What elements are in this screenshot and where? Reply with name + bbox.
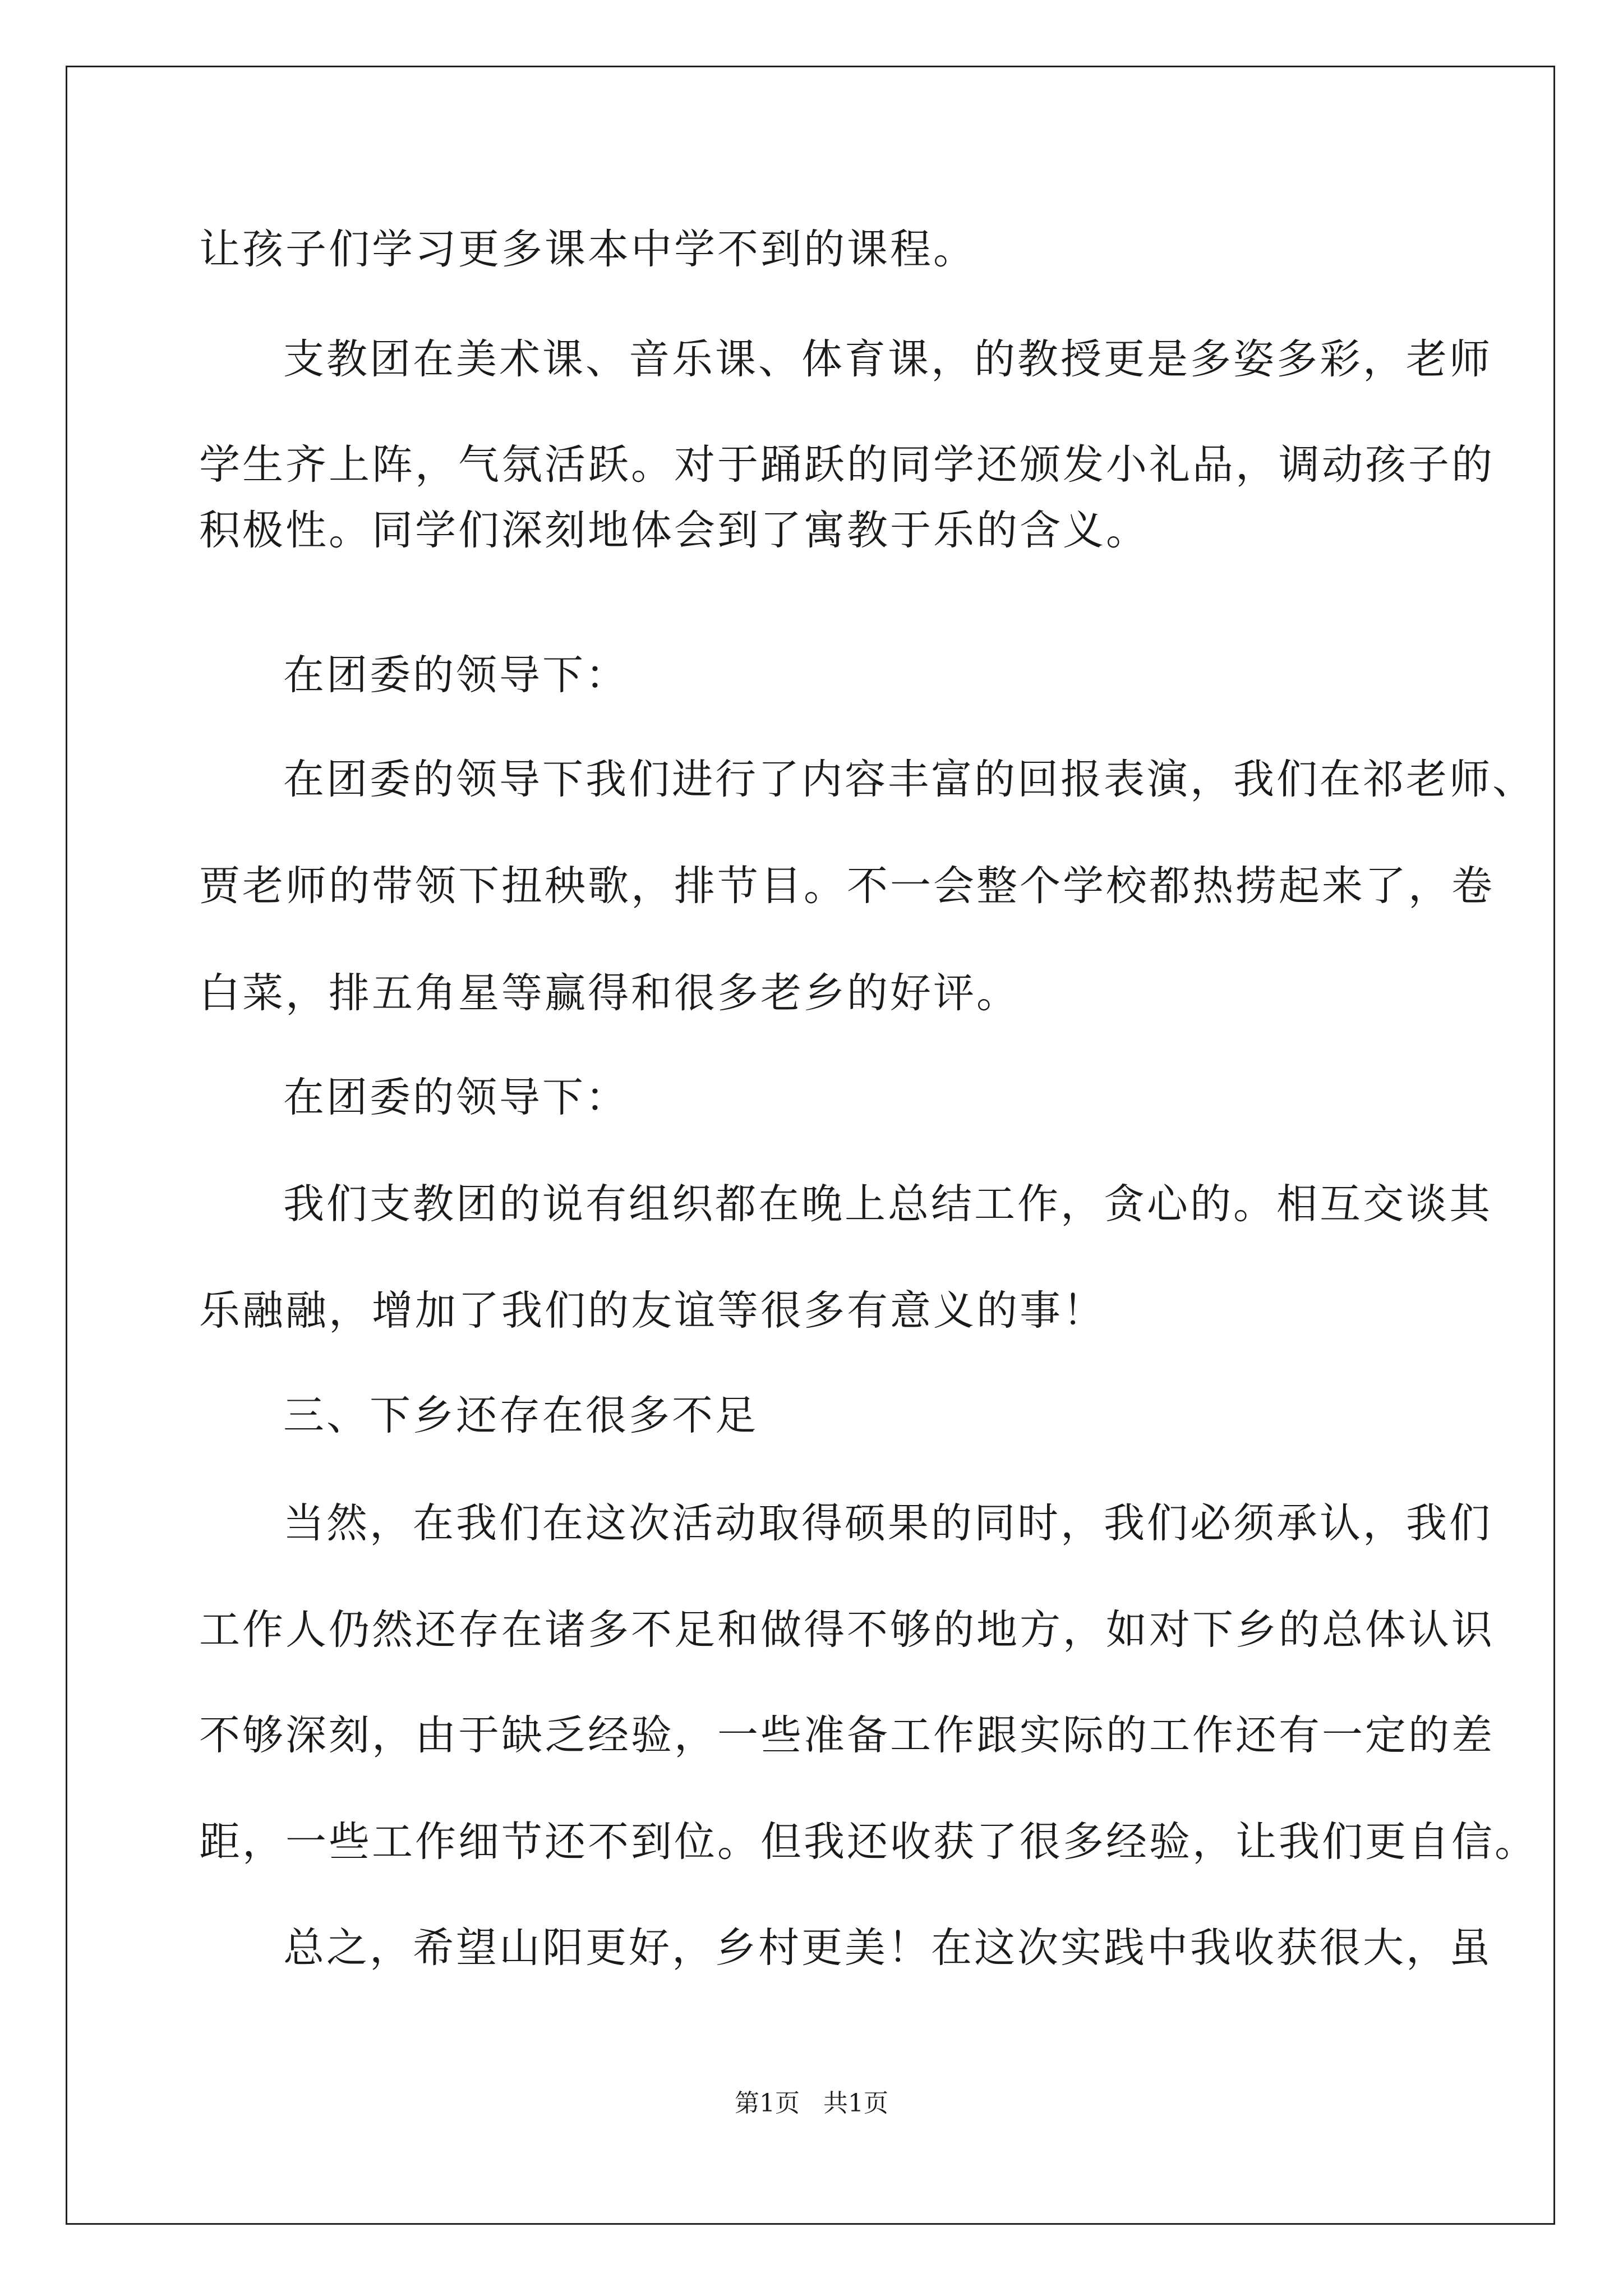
text-line: 学生齐上阵，气氛活跃。对于踊跃的同学还颁发小礼品，调动孩子的 <box>199 441 1495 489</box>
text-line: 不够深刻，由于缺乏经验，一些准备工作跟实际的工作还有一定的差 <box>199 1711 1495 1759</box>
text-line: 在团委的领导下： <box>283 1074 629 1121</box>
text-line: 白菜，排五角星等赢得和很多老乡的好评。 <box>199 969 1020 1017</box>
text-line: 乐融融，增加了我们的友谊等很多有意义的事！ <box>199 1287 1106 1335</box>
text-line: 支教团在美术课、音乐课、体育课，的教授更是多姿多彩，老师 <box>283 335 1492 383</box>
text-line: 在团委的领导下： <box>283 651 629 699</box>
text-line: 当然，在我们在这次活动取得硕果的同时，我们必须承认，我们 <box>283 1499 1492 1547</box>
text-line: 积极性。同学们深刻地体会到了寓教于乐的含义。 <box>199 507 1149 554</box>
text-line: 让孩子们学习更多课本中学不到的课程。 <box>199 226 976 273</box>
page-border <box>66 66 1555 2225</box>
text-line: 总之，希望山阳更好，乡村更美！在这次实践中我收获很大，虽 <box>283 1924 1492 1972</box>
text-line: 贾老师的带领下扭秧歌，排节目。不一会整个学校都热捞起来了，卷 <box>199 862 1495 910</box>
text-line: 距，一些工作细节还不到位。但我还收获了很多经验，让我们更自信。 <box>199 1818 1538 1866</box>
text-line: 工作人仍然还存在诸多不足和做得不够的地方，如对下乡的总体认识 <box>199 1606 1495 1654</box>
page-number-footer: 第1页 共1页 <box>735 2089 888 2118</box>
text-line: 三、下乡还存在很多不足 <box>283 1392 758 1439</box>
text-line: 我们支教团的说有组织都在晚上总结工作，贪心的。相互交谈其 <box>283 1180 1492 1228</box>
text-line: 在团委的领导下我们进行了内容丰富的回报表演，我们在祁老师、 <box>283 756 1536 803</box>
